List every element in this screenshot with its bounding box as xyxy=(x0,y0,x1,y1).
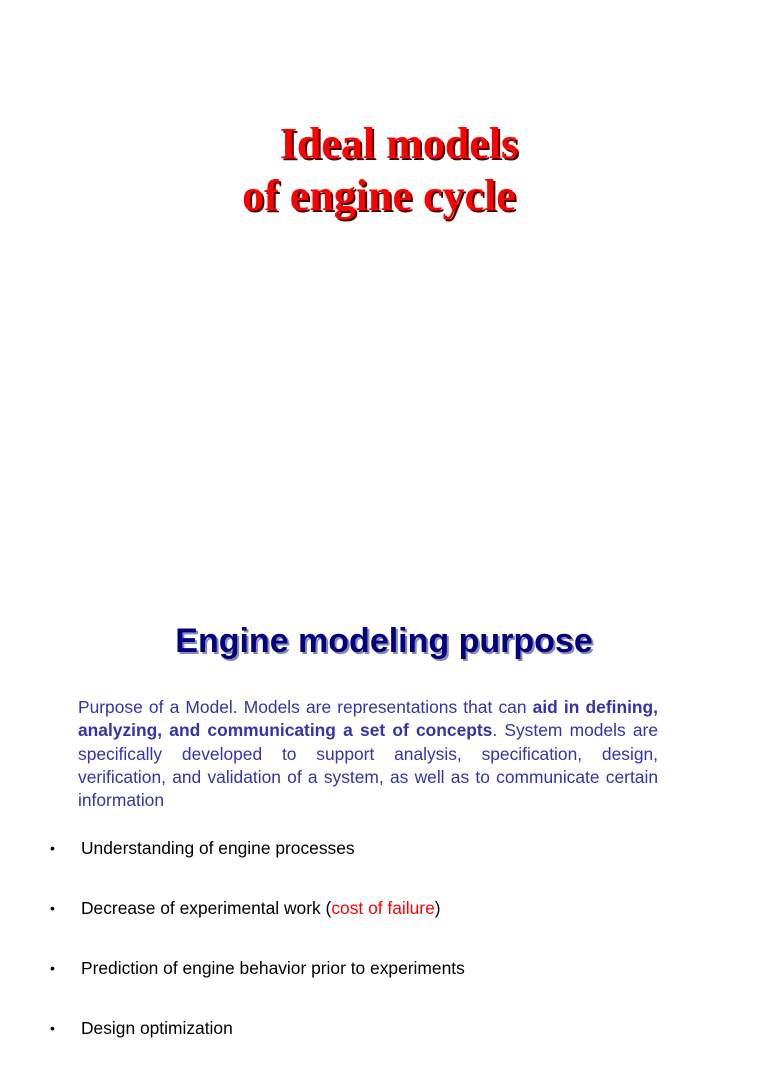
purpose-bullet-list xyxy=(50,836,730,1076)
list-item-text: Prediction of engine behavior prior to experiments xyxy=(81,958,465,978)
list-item-text: Understanding of engine processes xyxy=(81,838,355,858)
slide-title-line-1: Ideal models xyxy=(279,119,519,168)
list-item xyxy=(50,836,730,896)
slide-title-line-2: of engine cycle xyxy=(242,171,516,220)
cost-of-failure-highlight: cost of failure xyxy=(331,898,435,918)
list-item-text: Design optimization xyxy=(81,1018,233,1038)
slide-title xyxy=(0,118,768,222)
list-item xyxy=(50,1016,730,1076)
section-heading: Engine modeling purpose xyxy=(175,622,593,660)
bullet-icon: • xyxy=(50,960,55,976)
list-item xyxy=(50,896,730,956)
list-item xyxy=(50,956,730,1016)
list-item-text-before: Decrease of experimental work ( xyxy=(81,898,332,918)
bullet-icon: • xyxy=(50,900,55,916)
paragraph-text-1: Purpose of a Model. Models are representations that can xyxy=(78,697,533,717)
bullet-icon: • xyxy=(50,1020,55,1036)
paragraph-emphasis: aid in defining, analyzing, and communicating a set of concepts xyxy=(78,697,658,741)
list-item-text-after: ) xyxy=(434,898,441,918)
bullet-icon: • xyxy=(50,840,55,856)
purpose-paragraph xyxy=(78,696,658,812)
paragraph-text-2: . System models are specifically developed to support analysis, specification, design, verification, and validation of a system, as well as to communicate certain information xyxy=(78,720,658,811)
